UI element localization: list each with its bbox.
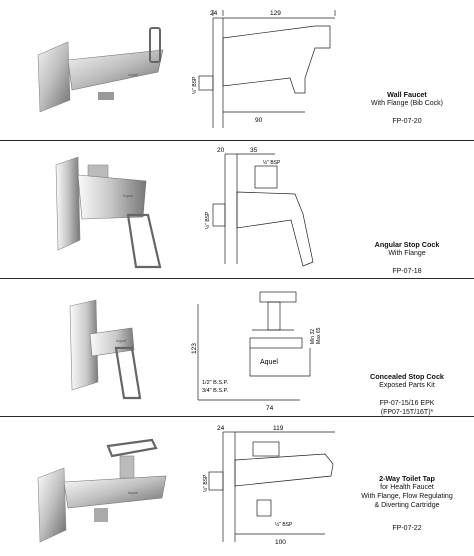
dim-max: Max 65	[316, 327, 322, 344]
product-title: Wall Faucet	[387, 90, 427, 99]
dim-min: Min 32	[310, 328, 316, 344]
product-subtitle: With Flange, Flow Regulating	[361, 493, 453, 500]
dim-top-main: 129	[270, 10, 281, 17]
product-subtitle: for Health Faucet	[380, 484, 434, 491]
product-subtitle: & Diverting Cartridge	[374, 502, 440, 509]
dim-bottom: 74	[266, 405, 274, 412]
product-subtitle: With Flange	[388, 250, 426, 257]
product-code-alt: (FP07-15T/16T)*	[380, 409, 434, 416]
dim-top-left: 20	[217, 147, 225, 154]
product-code: FP-07-15/16 EPK	[379, 400, 435, 407]
product-code: FP-07-18	[392, 268, 422, 275]
dim-thread-side: ½" BSP	[203, 474, 209, 492]
product-row-wall-faucet	[0, 0, 474, 140]
product-title: Angular Stop Cock	[374, 240, 440, 249]
brand-mark: Aquel	[260, 359, 278, 366]
dim-thread-top: ½" BSP	[263, 160, 281, 166]
brand-mark: Aquel	[123, 193, 134, 198]
toilet-tap-photo	[28, 438, 183, 548]
dim-thread: ½" BSP	[192, 76, 198, 94]
angular-stop-cock-photo	[48, 155, 178, 270]
product-row-2-way-toilet-tap	[0, 416, 474, 556]
product-subtitle: Exposed Parts Kit	[379, 382, 435, 389]
dim-bsp2: 3/4" B.S.P.	[202, 388, 229, 394]
brand-mark: Aquel	[128, 490, 139, 495]
toilet-tap-drawing	[195, 422, 350, 550]
angular-stop-cock-caption	[348, 240, 466, 276]
dim-height: 123	[191, 343, 198, 354]
product-code: FP-07-20	[392, 118, 422, 125]
wall-faucet-caption	[348, 90, 466, 126]
brand-mark: Aquel	[116, 338, 127, 343]
concealed-stop-cock-drawing	[190, 284, 350, 412]
product-row-concealed-stop-cock	[0, 278, 474, 416]
dim-top-left: 24	[210, 10, 218, 17]
dim-thread-side: ½" BSP	[205, 211, 211, 229]
angular-stop-cock-drawing	[195, 144, 345, 274]
concealed-stop-cock-caption	[348, 372, 466, 417]
wall-faucet-photo	[28, 20, 178, 120]
product-code: FP-07-22	[392, 525, 422, 532]
dim-thread-bottom: ½" BSP	[275, 522, 293, 528]
product-title: 2-Way Toilet Tap	[379, 474, 435, 483]
dim-bottom: 90	[255, 117, 263, 124]
dim-top-main: 119	[273, 425, 284, 432]
product-row-angular-stop-cock	[0, 140, 474, 278]
product-title: Concealed Stop Cock	[370, 372, 444, 381]
product-subtitle: With Flange (Bib Cock)	[371, 100, 443, 107]
brand-mark: Aquel	[128, 72, 139, 77]
dim-top-left: 24	[217, 425, 225, 432]
dim-top-main: 35	[250, 147, 258, 154]
concealed-stop-cock-photo	[62, 298, 162, 410]
toilet-tap-caption	[348, 474, 466, 533]
wall-faucet-drawing	[192, 8, 345, 133]
dim-bottom: 100	[275, 539, 286, 546]
dim-bsp1: 1/2" B.S.P.	[202, 380, 229, 386]
